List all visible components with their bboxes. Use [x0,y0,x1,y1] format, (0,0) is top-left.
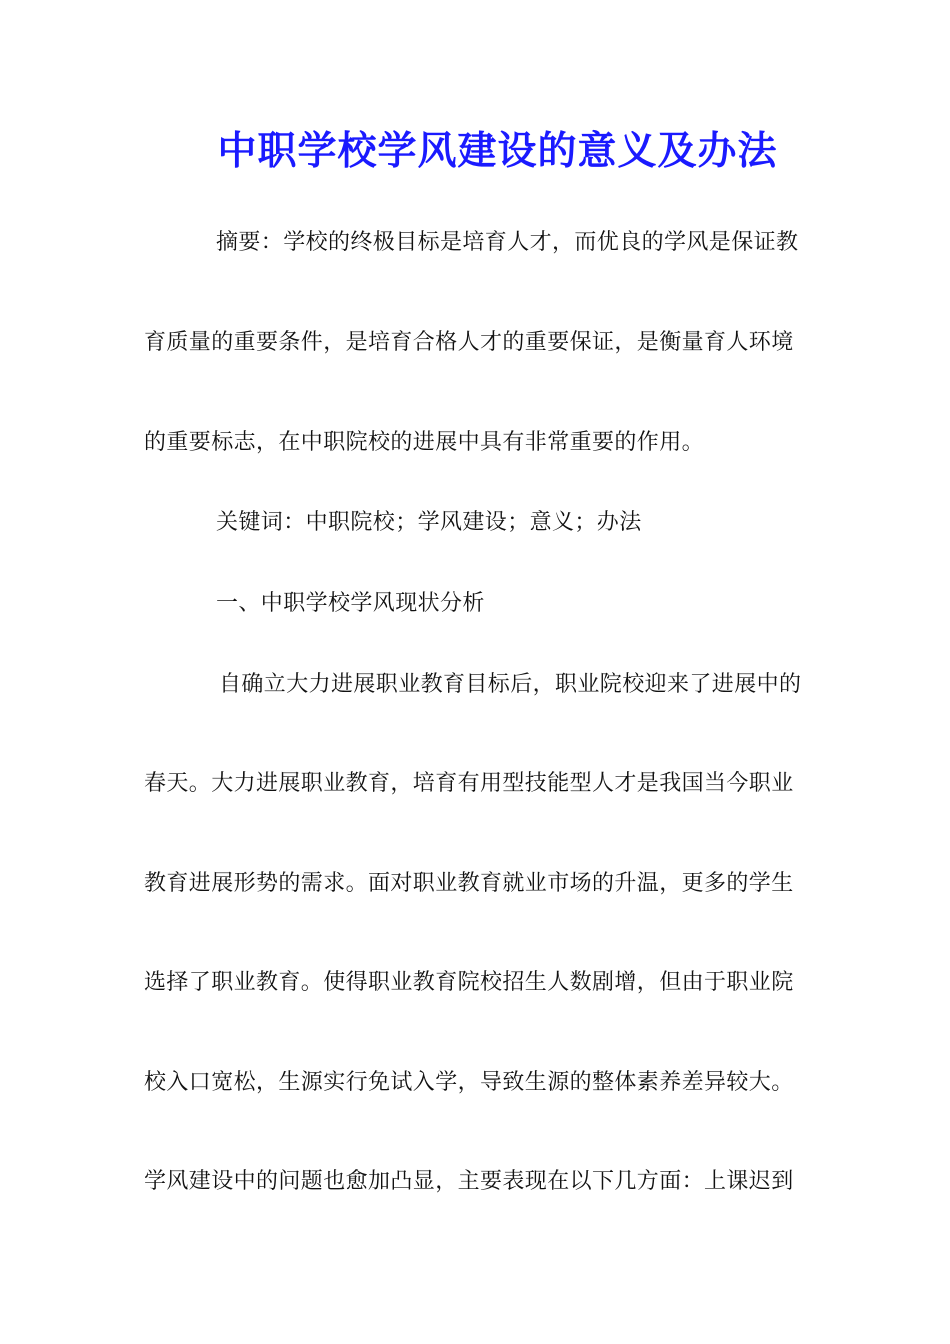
body-line-1: 自确立大力进展职业教育目标后，职业院校迎来了进展中的 [219,672,802,697]
body-line-6: 学风建设中的问题也愈加凸显，主要表现在以下几方面：上课迟到 [144,1169,794,1194]
abstract-line-2: 育质量的重要条件，是培育合格人才的重要保证，是衡量育人环境 [144,330,794,355]
section-heading: 一、中职学校学风现状分析 [216,591,485,616]
abstract-line-1: 摘要：学校的终极目标是培育人才，而优良的学风是保证教 [216,230,799,255]
keywords-line: 关键词：中职院校；学风建设；意义；办法 [216,510,642,535]
body-line-5: 校入口宽松，生源实行免试入学，导致生源的整体素养差异较大。 [144,1070,794,1095]
body-line-2: 春天。大力进展职业教育，培育有用型技能型人才是我国当今职业 [144,771,794,796]
body-line-4: 选择了职业教育。使得职业教育院校招生人数剧增，但由于职业院 [144,970,794,995]
abstract-line-3: 的重要标志，在中职院校的进展中具有非常重要的作用。 [144,430,705,455]
document-title: 中职学校学风建设的意义及办法 [217,128,778,174]
body-line-3: 教育进展形势的需求。面对职业教育就业市场的升温，更多的学生 [144,871,794,896]
